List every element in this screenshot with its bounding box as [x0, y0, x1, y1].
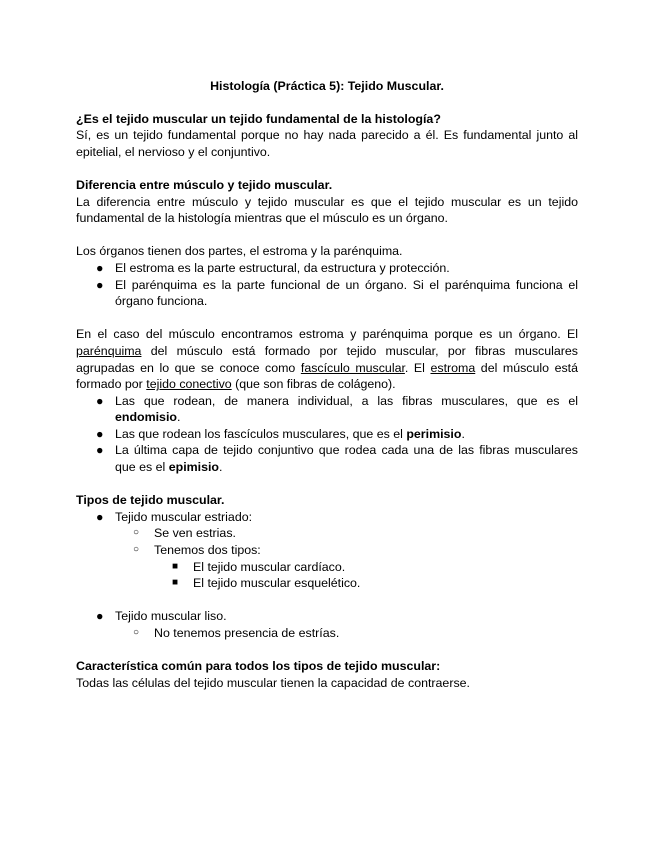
document-title: Histología (Práctica 5): Tejido Muscular.	[210, 79, 444, 93]
list-item-text: Tejido muscular liso.	[115, 609, 227, 624]
bullet-marker: ●	[96, 426, 104, 441]
list-item-text: El tejido muscular esquelético.	[193, 576, 361, 591]
list-item	[76, 608, 578, 625]
muscle-types-list	[76, 509, 578, 526]
list-item-text: El tejido muscular cardíaco.	[193, 559, 346, 574]
bullet-marker: ●	[96, 509, 104, 524]
list-item	[76, 442, 578, 475]
underlined-term: fascículo muscular	[300, 360, 405, 375]
common-trait-heading: Característica común para todos los tipos de tejido muscular:	[76, 659, 441, 674]
text-run: del músculo está formado por	[76, 360, 578, 392]
connective-layers-list	[76, 393, 578, 476]
text-run: del músculo está formado por tejido muscular, por fibras musculares agrupadas en lo que se conoce como	[76, 343, 578, 375]
types-heading: Tipos de tejido muscular.	[76, 493, 225, 508]
difference-heading: Diferencia entre músculo y tejido muscular.	[76, 177, 333, 192]
question-heading: ¿Es el tejido muscular un tejido fundamental de la histología?	[76, 111, 441, 126]
bullet-marker: ●	[96, 609, 104, 624]
list-item-text: Las que rodean, de manera individual, a las fibras musculares, que es el	[115, 393, 578, 408]
question-answer: Sí, es un tejido fundamental porque no hay nada parecido a él. Es fundamental junto al epitelial, el nervioso y el conjuntivo.	[76, 128, 578, 159]
list-item-text: El parénquima es la parte funcional de un órgano. Si el parénquima funciona el órgano funciona.	[115, 277, 578, 309]
bullet-marker: ●	[96, 443, 104, 458]
list-item-text: No tenemos presencia de estrías.	[154, 626, 340, 640]
difference-paragraph: La diferencia entre músculo y tejido muscular es que el tejido muscular es un tejido fundamental de la histología mientras que el músculo es un órgano.	[76, 194, 578, 226]
striated-sublist	[76, 525, 578, 558]
muscle-structure-paragraph	[76, 326, 578, 392]
text-run: (que son fibras de colágeno).	[231, 377, 396, 392]
list-item-text: Las que rodean los fascículos musculares, que es el	[115, 426, 407, 441]
list-item	[76, 575, 578, 592]
striated-types-sublist	[76, 559, 578, 592]
list-item	[76, 393, 578, 426]
list-item-text: .	[176, 410, 181, 425]
list-item-text: La última capa de tejido conjuntivo que rodea cada una de las fibras musculares que es el	[115, 443, 578, 475]
list-item-text: Tenemos dos tipos:	[154, 543, 261, 558]
bold-term: perimisio	[406, 426, 462, 441]
list-item	[76, 277, 578, 310]
list-item-text: .	[219, 460, 223, 475]
bullet-marker: ●	[96, 260, 104, 275]
circle-marker: ○	[133, 544, 140, 556]
bullet-marker: ●	[96, 277, 104, 292]
organs-intro: Los órganos tienen dos partes, el estroma y la parénquima.	[76, 244, 403, 259]
circle-marker: ○	[133, 527, 140, 539]
bold-term: endomisio	[115, 410, 177, 425]
document-body	[76, 78, 578, 691]
smooth-muscle-list	[76, 608, 578, 625]
list-item-text: Se ven estrias.	[154, 526, 236, 541]
text-run: . El	[404, 360, 431, 375]
common-trait-text: Todas las células del tejido muscular tienen la capacidad de contraerse.	[76, 675, 470, 690]
underlined-term: estroma	[430, 360, 476, 375]
circle-marker: ○	[133, 627, 140, 638]
list-item-text: Tejido muscular estriado:	[115, 509, 253, 524]
list-item	[76, 625, 578, 642]
list-item	[76, 426, 578, 443]
underlined-term: parénquima	[76, 343, 142, 358]
smooth-sublist	[76, 625, 578, 642]
square-marker: ■	[172, 577, 179, 589]
list-item	[76, 509, 578, 526]
underlined-term: tejido conectivo	[146, 377, 232, 392]
list-item	[76, 559, 578, 576]
list-item-text: .	[461, 426, 465, 441]
list-item	[76, 525, 578, 542]
list-item	[76, 260, 578, 277]
list-item	[76, 542, 578, 559]
bullet-marker: ●	[96, 393, 104, 408]
bold-term: epimisio	[168, 460, 219, 475]
square-marker: ■	[172, 560, 179, 572]
text-run: En el caso del músculo encontramos estroma y parénquima porque es un órgano. El	[76, 327, 578, 342]
list-item-text: El estroma es la parte estructural, da estructura y protección.	[115, 260, 450, 275]
organ-parts-list	[76, 260, 578, 310]
